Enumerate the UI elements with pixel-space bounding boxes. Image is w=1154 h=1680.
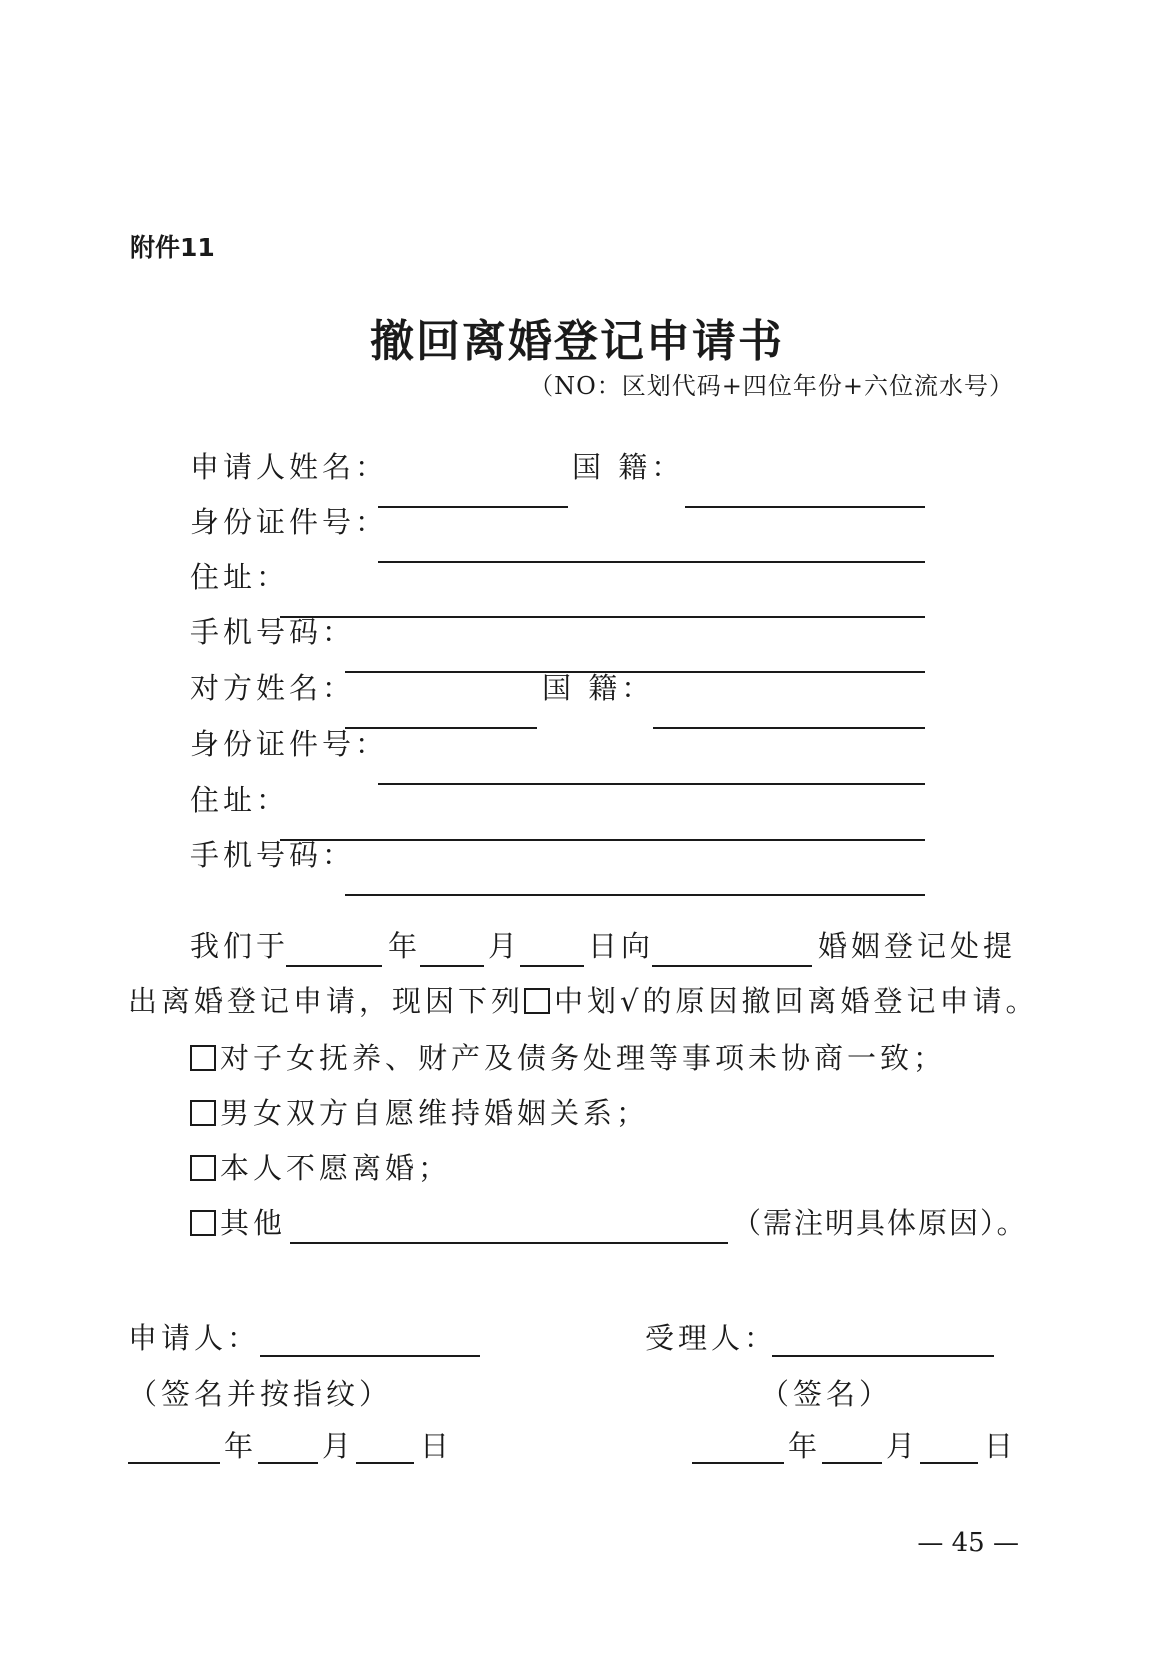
applicant-sign-month-label: 月 xyxy=(322,1429,356,1463)
page-number: — 45 — xyxy=(917,1528,1019,1558)
reason-text-2: 男女双方自愿维持婚姻关系； xyxy=(220,1096,650,1130)
receiver-signature-label: 受理人： xyxy=(645,1321,778,1355)
statement-year-label: 年 xyxy=(388,929,422,963)
other-party-phone-field[interactable] xyxy=(345,894,925,896)
receiver-sign-year-label: 年 xyxy=(788,1429,822,1463)
other-party-id-field[interactable] xyxy=(378,783,925,785)
other-party-phone-label: 手机号码： xyxy=(190,838,356,872)
receiver-signature-field[interactable] xyxy=(772,1355,994,1357)
applicant-signature-field[interactable] xyxy=(260,1355,480,1357)
applicant-sign-day-field[interactable] xyxy=(356,1462,414,1464)
request-month-field[interactable] xyxy=(420,965,484,967)
receiver-sign-day-label: 日 xyxy=(984,1429,1018,1463)
reason-checkbox-4[interactable] xyxy=(190,1210,216,1236)
reason-text-3: 本人不愿离婚； xyxy=(220,1151,452,1185)
request-year-field[interactable] xyxy=(286,965,382,967)
checkbox-icon xyxy=(524,988,550,1014)
applicant-signature-note: （签名并按指纹） xyxy=(128,1377,393,1411)
applicant-sign-month-field[interactable] xyxy=(258,1462,318,1464)
other-party-id-label: 身份证件号： xyxy=(190,727,389,761)
receiver-signature-note: （签名） xyxy=(760,1377,893,1411)
reason-item-1 xyxy=(190,1036,946,1077)
applicant-id-label: 身份证件号： xyxy=(190,505,389,539)
receiver-sign-day-field[interactable] xyxy=(920,1462,978,1464)
other-party-address-field[interactable] xyxy=(280,839,925,841)
applicant-nationality-label: 国 籍： xyxy=(572,450,685,484)
applicant-name-field[interactable] xyxy=(378,506,568,508)
statement-day-to-label: 日向 xyxy=(588,929,655,963)
applicant-nationality-field[interactable] xyxy=(685,506,925,508)
receiver-sign-month-field[interactable] xyxy=(822,1462,882,1464)
applicant-phone-label: 手机号码： xyxy=(190,615,356,649)
document-title: 撤回离婚登记申请书 xyxy=(370,316,784,367)
statement-line-2-a: 出离婚登记申请，现因下列 xyxy=(128,984,525,1018)
reason-item-4 xyxy=(190,1201,286,1242)
applicant-id-field[interactable] xyxy=(378,561,925,563)
serial-number-note: （NO：区划代码+四位年份+六位流水号） xyxy=(529,372,1014,400)
applicant-address-label: 住址： xyxy=(190,560,290,594)
applicant-name-label: 申请人姓名： xyxy=(190,450,389,484)
statement-we-on: 我们于 xyxy=(190,929,290,963)
applicant-sign-year-label: 年 xyxy=(224,1429,258,1463)
registry-office-field[interactable] xyxy=(652,965,812,967)
reason-checkbox-1[interactable] xyxy=(190,1045,216,1071)
applicant-signature-label: 申请人： xyxy=(128,1321,261,1355)
other-party-name-label: 对方姓名： xyxy=(190,671,356,705)
applicant-address-field[interactable] xyxy=(280,616,925,618)
statement-month-label: 月 xyxy=(488,929,522,963)
reason-item-2 xyxy=(190,1091,649,1132)
receiver-sign-month-label: 月 xyxy=(886,1429,920,1463)
applicant-sign-day-label: 日 xyxy=(420,1429,454,1463)
reason-text-4: 其他 xyxy=(220,1206,287,1240)
reason-item-3 xyxy=(190,1146,451,1187)
reason-checkbox-3[interactable] xyxy=(190,1155,216,1181)
other-party-nationality-label: 国 籍： xyxy=(542,671,655,705)
applicant-sign-year-field[interactable] xyxy=(128,1462,220,1464)
other-party-nationality-field[interactable] xyxy=(653,727,925,729)
other-reason-note: （需注明具体原因）。 xyxy=(732,1206,1028,1240)
receiver-sign-year-field[interactable] xyxy=(692,1462,784,1464)
other-party-address-label: 住址： xyxy=(190,783,290,817)
reason-text-1: 对子女抚养、财产及债务处理等事项未协商一致； xyxy=(220,1041,947,1075)
request-day-field[interactable] xyxy=(520,965,584,967)
statement-office-label: 婚姻登记处提 xyxy=(818,929,1017,963)
statement-line-2 xyxy=(128,979,1039,1020)
reason-checkbox-2[interactable] xyxy=(190,1100,216,1126)
attachment-label: 附件11 xyxy=(130,233,215,262)
other-reason-field[interactable] xyxy=(290,1242,728,1244)
statement-line-2-b: 中划√的原因撤回离婚登记申请。 xyxy=(554,984,1039,1018)
